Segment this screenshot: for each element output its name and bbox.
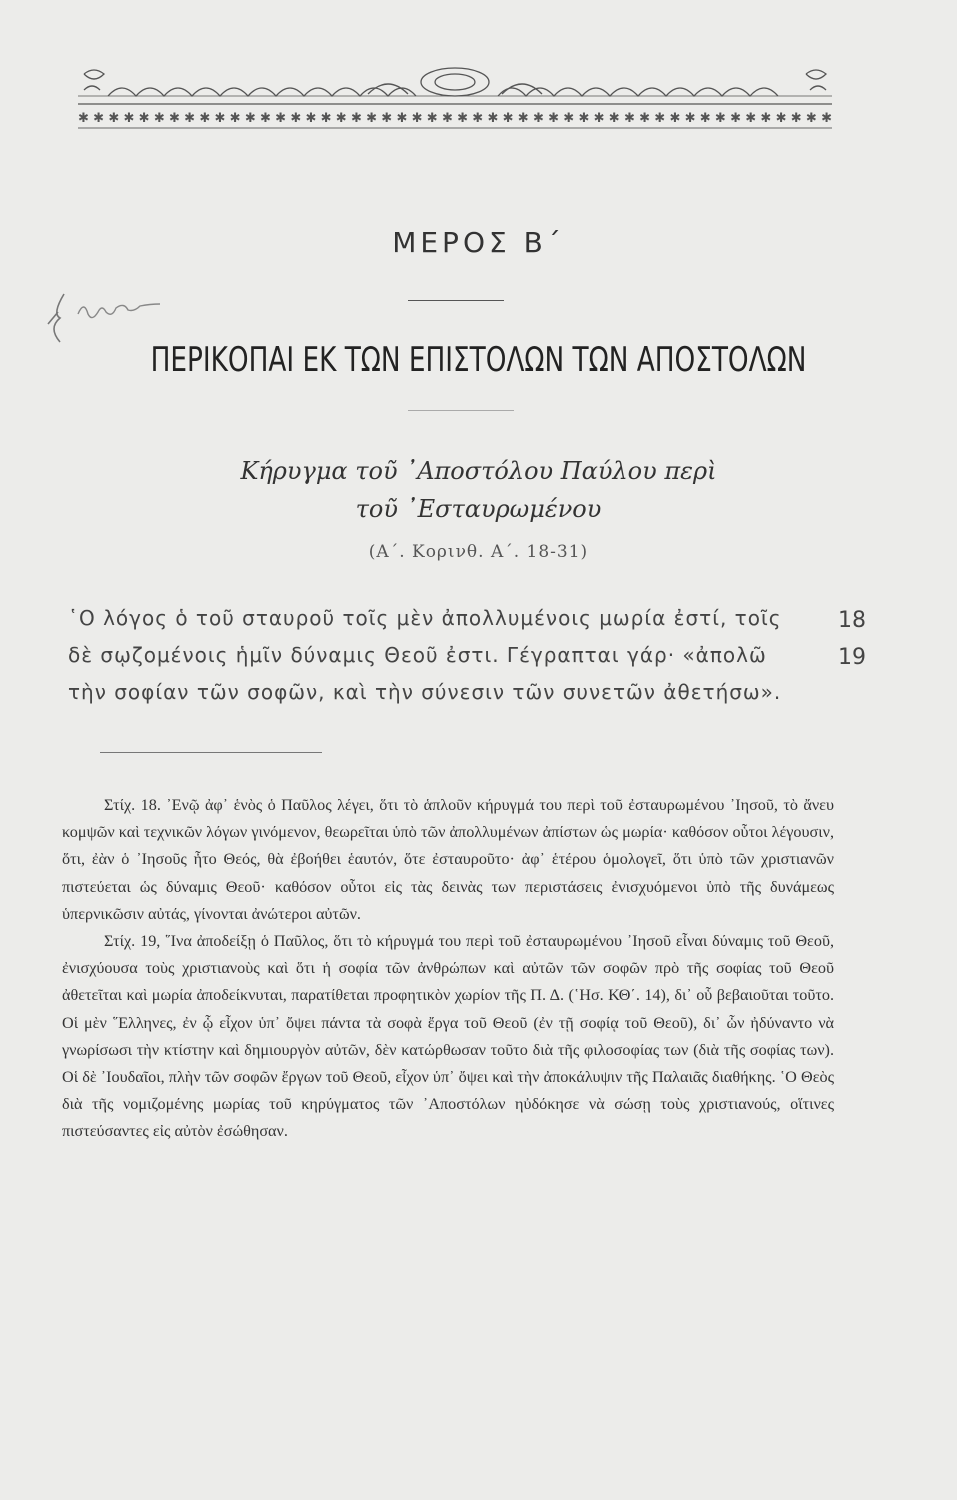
verse-number: 18 (838, 608, 866, 633)
divider-rule (408, 300, 504, 301)
ornamental-header-band (78, 66, 832, 132)
svg-text:✱✱✱✱✱✱✱✱✱✱✱✱✱✱✱✱✱✱✱✱✱✱✱✱✱✱✱✱✱✱: ✱✱✱✱✱✱✱✱✱✱✱✱✱✱✱✱✱✱✱✱✱✱✱✱✱✱✱✱✱✱✱✱✱✱✱✱✱✱✱✱✱✱✱✱✱✱✱✱✱✱ (78, 111, 832, 126)
commentary-paragraph: Στίχ. 18. ᾿Ενῷ ἀφ᾿ ἑνὸς ὁ Παῦλος λέγει, ὅτι τὸ ἁπλοῦν κήρυγμά του περὶ τοῦ ἐσταυρωμένου ᾿Ιησοῦ, τὸ ἄνευ κομψῶν καὶ τεχνικῶν λόγων γινόμενον, θεωρεῖται ὑπὸ τῶν ἀπολλυμένων ἀπίστων ὡς μωρία· καθόσον οὗτοι λέγουσιν, ὅτι, ἐὰν ὁ ᾿Ιησοῦς ἦτο Θεός, θὰ ἐβοήθει ἑαυτόν, ὅτε ἐσταυροῦτο· ἀφ᾿ ἑτέρου ὁμολογεῖ, ὅτι ὑπὸ τῶν χριστιανῶν πιστεύεται ὡς δύναμις Θεοῦ· καθόσον οὗτοι εἰς τὰς δεινὰς των περιστάσεις ἐνισχυόμενοι ὑπὸ τῆς δυνάμεως ὑπερνικῶσιν αὐτάς, γίνονται ἀνώτεροι αὐτῶν. (62, 796, 834, 923)
scripture-citation: (Α΄. Κορινθ. Α΄. 18-31) (368, 542, 589, 562)
verse-line: τὴν σοφίαν τῶν σοφῶν, καὶ τὴν σύνεσιν τῶν συνετῶν ἀθετήσω». (68, 680, 782, 704)
commentary-block (62, 792, 834, 1146)
divider-rule (408, 410, 514, 411)
verse-line: ῾Ο λόγος ὁ τοῦ σταυροῦ τοῖς μὲν ἀπολλυμένοις μωρία ἐστί, τοῖς (68, 606, 782, 630)
footnote-rule (100, 752, 322, 753)
part-title: ΜΕΡΟΣ Β΄ (392, 226, 565, 259)
verse-line: δὲ σῳζομένοις ἡμῖν δύναμις Θεοῦ ἐστι. Γέγραπται γάρ· «ἀπολῶ (68, 643, 767, 667)
subtitle-line: Κήρυγμα τοῦ ᾿Αποστόλου Παύλου περὶ (240, 457, 717, 485)
main-title: ΠΕΡΙΚΟΠΑΙ ΕΚ ΤΩΝ ΕΠΙΣΤΟΛΩΝ ΤΩΝ ΑΠΟΣΤΟΛΩΝ (150, 340, 807, 380)
subtitle-line: τοῦ ᾿Εσταυρωμένου (355, 495, 602, 523)
commentary-paragraph: Στίχ. 19, ῞Ινα ἀποδείξῃ ὁ Παῦλος, ὅτι τὸ κήρυγμά του περὶ τοῦ ἐσταυρωμένου ᾿Ιησοῦ εἶναι δύναμις τοῦ Θεοῦ, ἐνισχύουσα τοὺς χριστιανοὺς καὶ ὅτι ἡ σοφία τῶν ἀνθρώπων καὶ αὐτῶν τῶν σοφῶν πρὸ τῆς σοφίας τοῦ Θεοῦ ἀθετεῖται καὶ μωρία ἀποδείκνυται, παρατίθεται προφητικὸν χωρίον τῆς Π. Δ. (῾Ησ. ΚΘ΄. 14), δι᾿ οὗ βεβαιοῦται τοῦτο. Οἱ μὲν ῞Ελληνες, ἐν ᾧ εἶχον ὑπ᾿ ὄψει πάντα τὰ σοφὰ ἔργα τοῦ Θεοῦ (ἐν τῇ σοφίᾳ τοῦ Θεοῦ), δι᾿ ὧν ἠδύναντο νὰ γνωρίσωσι τὴν κτίστην καὶ δημιουργὸν αὐτῶν, δὲν κατώρθωσαν τοῦτο διὰ τῆς φιλοσοφίας των (διὰ τῆς σοφίας των). Οἱ δὲ ᾿Ιουδαῖοι, πλὴν τῶν σοφῶν ἔργων τοῦ Θεοῦ, εἶχον ὑπ᾿ ὄψει καὶ τὴν ἀποκάλυψιν τῆς Παλαιᾶς διαθήκης. ῾Ο Θεὸς διὰ τῆς νομιζομένης μωρίας τοῦ κηρύγματος τῶν ᾿Αποστόλων ηὐδόκησε νὰ σώσῃ τοὺς χριστιανούς, οἵτινες πιστεύσαντες εἰς αὐτὸν ἐσώθησαν. (62, 932, 834, 1141)
verse-number: 19 (838, 645, 866, 670)
